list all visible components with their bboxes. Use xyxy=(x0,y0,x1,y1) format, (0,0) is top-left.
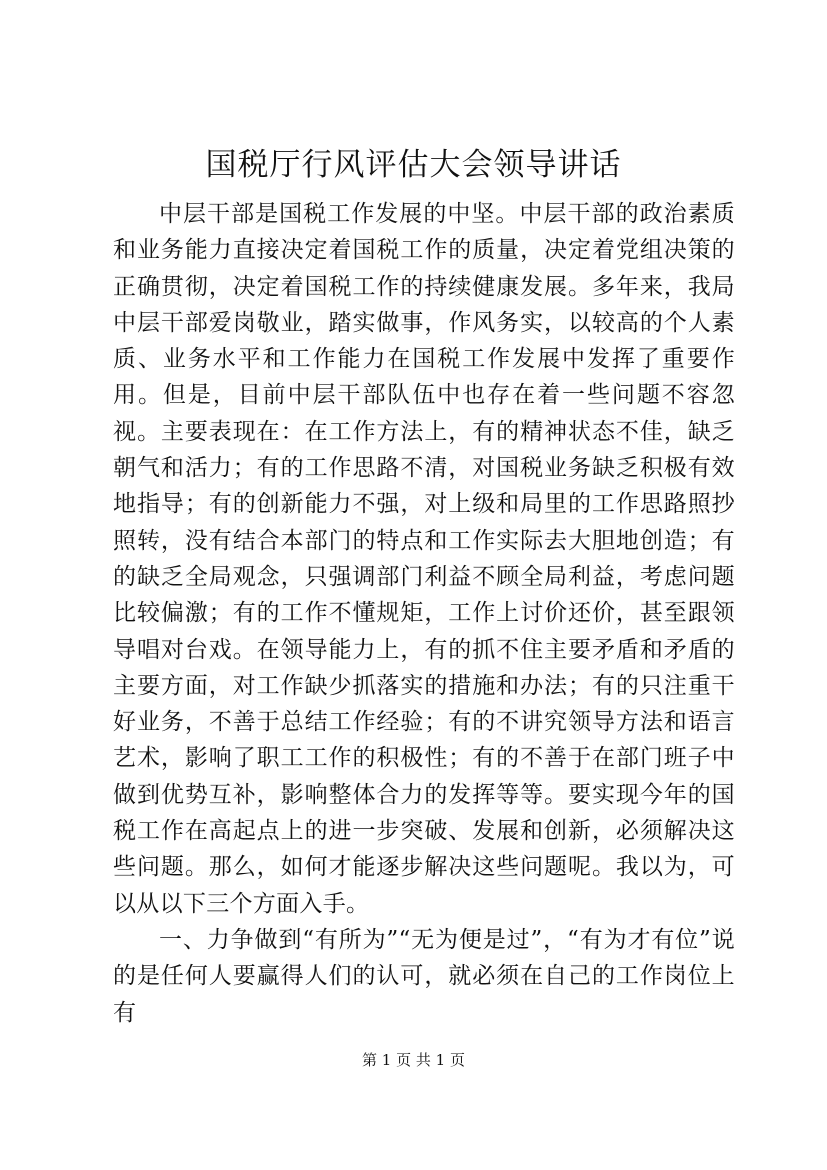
paragraph-2: 一、力争做到“有所为”“无为便是过”，“有为才有位”说的是任何人要赢得人们的认可，就必须在自己的工作岗位上有 xyxy=(113,926,735,1026)
document-title: 国税厅行风评估大会领导讲话 xyxy=(205,147,622,183)
document-body xyxy=(113,196,735,1031)
paragraph-1: 中层干部是国税工作发展的中坚。中层干部的政治素质和业务能力直接决定着国税工作的质量，决定着党组决策的正确贯彻，决定着国税工作的持续健康发展。多年来，我局中层干部爱岗敬业，踏实做事，作风务实，以较高的个人素质、业务水平和工作能力在国税工作发展中发挥了重要作用。但是，目前中层干部队伍中也存在着一些问题不容忽视。主要表现在：在工作方法上，有的精神状态不佳，缺乏朝气和活力；有的工作思路不清，对国税业务缺乏积极有效地指导；有的创新能力不强，对上级和局里的工作思路照抄照转，没有结合本部门的特点和工作实际去大胆地创造；有的缺乏全局观念，只强调部门利益不顾全局利益，考虑问题比较偏激；有的工作不懂规矩，工作上讨价还价，甚至跟领导唱对台戏。在领导能力上，有的抓不住主要矛盾和矛盾的主要方面，对工作缺少抓落实的措施和办法；有的只注重干好业务，不善于总结工作经验；有的不讲究领导方法和语言艺术，影响了职工工作的积极性；有的不善于在部门班子中做到优势互补，影响整体合力的发挥等等。要实现今年的国税工作在高起点上的进一步突破、发展和创新，必须解决这些问题。那么，如何才能逐步解决这些问题呢。我以为，可以从以下三个方面入手。 xyxy=(113,201,735,917)
page-footer: 第 1 页 共 1 页 xyxy=(362,1051,465,1069)
